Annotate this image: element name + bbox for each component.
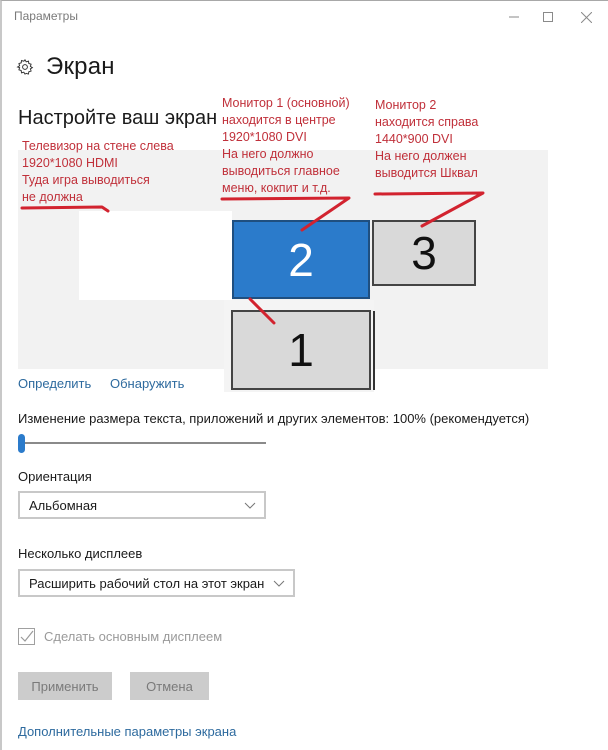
page-title: Экран	[46, 53, 115, 80]
detect-link[interactable]: Обнаружить	[110, 376, 185, 391]
annotation-line: 1440*900 DVI	[375, 132, 453, 146]
annotation-line: На него должен	[375, 149, 467, 163]
annotation-line: находится справа	[375, 115, 479, 129]
annotation-line: Монитор 2	[375, 98, 437, 112]
annotation-line: 1920*1080 HDMI	[22, 156, 118, 170]
annotation-monitor-2	[375, 97, 478, 182]
annotation-monitor-1	[222, 95, 350, 197]
annotation-line: не должна	[22, 190, 83, 204]
gear-icon	[16, 58, 34, 76]
annotation-line: выводится Шквал	[375, 166, 478, 180]
maximize-icon	[543, 12, 553, 22]
advanced-display-settings-link[interactable]: Дополнительные параметры экрана	[18, 724, 237, 739]
tv-placeholder-area	[79, 211, 232, 300]
make-main-display-checkbox[interactable]	[18, 628, 35, 645]
annotation-line: выводиться главное	[222, 164, 340, 178]
annotation-line: находится в центре	[222, 113, 336, 127]
orientation-label: Ориентация	[18, 469, 92, 484]
annotation-line: 1920*1080 DVI	[222, 130, 307, 144]
scale-slider-thumb[interactable]	[18, 434, 25, 453]
cancel-button[interactable]: Отмена	[130, 672, 209, 700]
identify-link[interactable]: Определить	[18, 376, 92, 391]
close-button[interactable]	[563, 3, 608, 31]
multiple-displays-label: Несколько дисплеев	[18, 546, 143, 561]
chevron-down-icon	[244, 500, 256, 510]
monitor-number: 3	[411, 227, 437, 279]
minimize-icon	[509, 12, 519, 22]
orientation-dropdown[interactable]	[18, 491, 266, 519]
annotation-line: Телевизор на стене слева	[22, 139, 174, 153]
page-header	[16, 53, 115, 81]
multiple-displays-dropdown[interactable]	[18, 569, 295, 597]
window-title: Параметры	[14, 9, 78, 23]
make-main-display-label: Сделать основным дисплеем	[44, 629, 223, 644]
monitor-tile-3[interactable]	[372, 220, 476, 286]
close-icon	[581, 12, 592, 23]
apply-button[interactable]: Применить	[18, 672, 112, 700]
annotation-line: меню, кокпит и т.д.	[222, 181, 331, 195]
annotation-tv	[22, 138, 174, 206]
annotation-line: На него должно	[222, 147, 314, 161]
annotation-line: Туда игра выводиться	[22, 173, 150, 187]
multiple-displays-value: Расширить рабочий стол на этот экран	[29, 575, 265, 591]
scale-slider-track[interactable]	[22, 442, 266, 444]
annotation-line: Монитор 1 (основной)	[222, 96, 350, 110]
orientation-value: Альбомная	[29, 497, 98, 513]
monitor-tile-1[interactable]	[231, 310, 371, 390]
monitor-number: 1	[288, 324, 314, 376]
scale-label: Изменение размера текста, приложений и других элементов: 100% (рекомендуется)	[18, 411, 530, 426]
monitor-tile-2[interactable]	[232, 220, 370, 299]
monitor-number: 2	[288, 233, 314, 286]
monitor-edge-line	[373, 311, 375, 390]
chevron-down-icon	[273, 578, 285, 588]
section-title: Настройте ваш экран	[18, 107, 218, 129]
checkmark-icon	[19, 629, 34, 644]
